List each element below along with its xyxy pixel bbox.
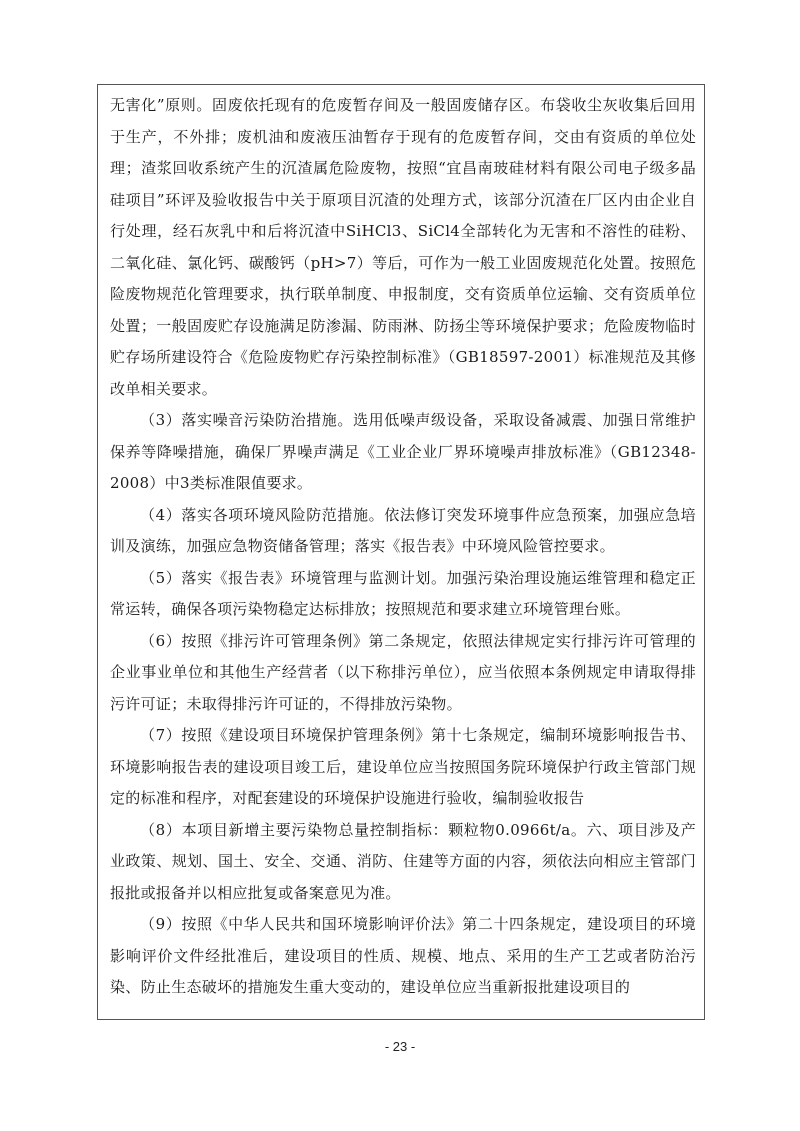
page-number: - 23 - bbox=[384, 1039, 416, 1054]
paragraph-item-5: （5）落实《报告表》环境管理与监测计划。加强污染治理设施运维管理和稳定正常运转，确保各项污染物稳定达标排放；按照规范和要求建立环境管理台账。 bbox=[110, 568, 696, 618]
paragraph-item-7: （7）按照《建设项目环境保护管理条例》第十七条规定，编制环境影响报告书、环境影响报告表的建设项目竣工后，建设单位应当按照国务院环境保护行政主管部门规定的标准和程序，对配套建设的环境保护设施进行验收，编制验收报告 bbox=[110, 726, 696, 807]
paragraph-item-9: （9）按照《中华人民共和国环境影响评价法》第二十四条规定，建设项目的环境影响评价文件经批准后，建设项目的性质、规模、地点、采用的生产工艺或者防治污染、防止生态破坏的措施发生重大变动的，建设单位应当重新报批建设项目的 bbox=[110, 915, 696, 996]
paragraph-continuation: 无害化”原则。固废依托现有的危废暂存间及一般固废储存区。布袋收尘灰收集后回用于生产，不外排；废机油和废液压油暂存于现有的危废暂存间，交由有资质的单位处理；渣浆回收系统产生的沉渣属危险废物，按照“宜昌南玻硅材料有限公司电子级多晶硅项目”环评及验收报告中关于原项目沉渣的处理方式，该部分沉渣在厂区内由企业自行处理，经石灰乳中和后将沉渣中SiHCl3、SiCl4全部转化为无害和不溶性的硅粉、二氧化硅、氯化钙、碳酸钙（pH>7）等后，可作为一般工业固废规范化处置。按照危险废物规范化管理要求，执行联单制度、申报制度，交有资质单位运输、交有资质单位处置；一般固废贮存设施满足防渗漏、防雨淋、防扬尘等环境保护要求；危险废物临时贮存场所建设符合《危险废物贮存污染控制标准》（GB18597-2001）标准规范及其修改单相关要求。 bbox=[110, 96, 696, 398]
paragraph-item-4: （4）落实各项环境风险防范措施。依法修订突发环境事件应急预案，加强应急培训及演练，加强应急物资储备管理；落实《报告表》中环境风险管控要求。 bbox=[110, 505, 696, 555]
paragraph-item-3: （3）落实噪音污染防治措施。选用低噪声级设备，采取设备减震、加强日常维护保养等降噪措施，确保厂界噪声满足《工业企业厂界环境噪声排放标准》（GB12348-2008）中3类标准限值要求。 bbox=[110, 411, 696, 492]
document-body bbox=[110, 90, 696, 1004]
paragraph-item-8: （8）本项目新增主要污染物总量控制指标：颗粒物0.0966t/a。六、项目涉及产业政策、规划、国土、安全、交通、消防、住建等方面的内容，须依法向相应主管部门报批或报备并以相应批复或备案意见为准。 bbox=[110, 820, 696, 902]
paragraph-item-6: （6）按照《排污许可管理条例》第二条规定，依照法律规定实行排污许可管理的企业事业单位和其他生产经营者（以下称排污单位），应当依照本条例规定申请取得排污许可证；未取得排污许可证的，不得排放污染物。 bbox=[110, 631, 696, 713]
